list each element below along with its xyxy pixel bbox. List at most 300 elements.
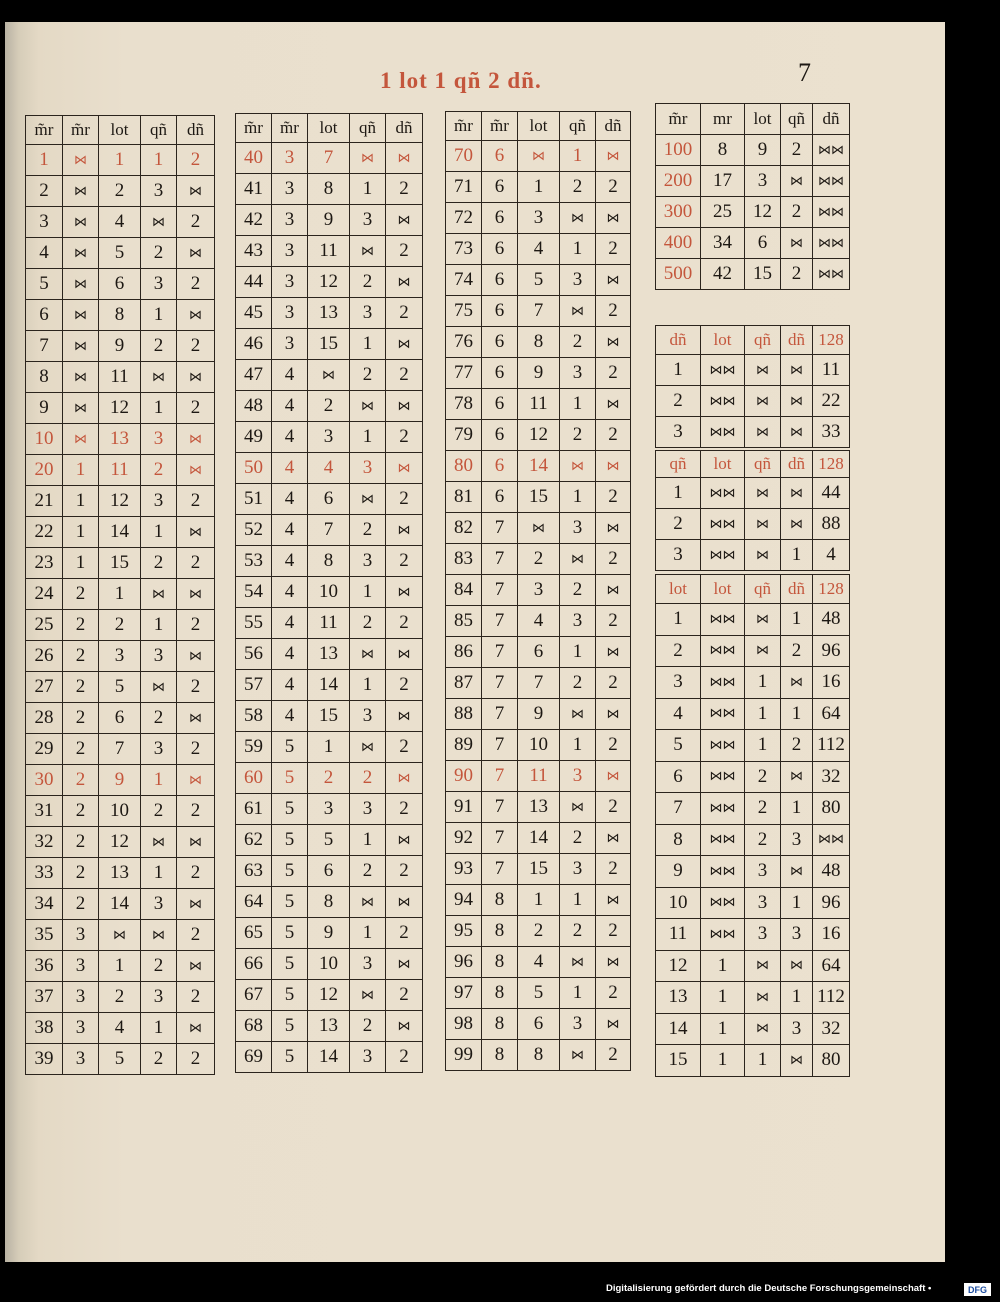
table-cell: 2	[62, 765, 98, 795]
fraction-conversion-table	[655, 325, 850, 448]
table-cell: 2	[176, 610, 215, 640]
table-cell: ⋈	[559, 1040, 595, 1070]
table-cell: 11	[517, 389, 559, 419]
table-cell: ⋈	[780, 417, 812, 447]
table-cell: 15	[655, 1045, 700, 1076]
table-cell: ⋈	[744, 417, 780, 447]
table-row	[235, 980, 423, 1011]
table-cell: 6	[481, 389, 517, 419]
table-cell: ⋈	[176, 424, 215, 454]
table-cell: 2	[744, 793, 780, 824]
table-cell: 34	[700, 228, 744, 258]
table-cell: 71	[445, 172, 481, 202]
table-cell: 8	[700, 135, 744, 165]
table-cell: 15	[517, 482, 559, 512]
table-cell: 91	[445, 792, 481, 822]
table-row	[235, 577, 423, 608]
table-cell: 5	[271, 856, 307, 886]
table-cell: 47	[235, 360, 271, 390]
table-cell: ⋈	[780, 166, 812, 196]
table-row	[235, 949, 423, 980]
table-cell: 44	[812, 478, 850, 508]
table-cell: ⋈	[780, 355, 812, 385]
table-cell: 3	[271, 236, 307, 266]
table-cell: 1	[62, 548, 98, 578]
table-cell: 9	[517, 358, 559, 388]
table-row	[25, 207, 215, 238]
table-cell: 2	[780, 135, 812, 165]
table-cell: 4	[271, 701, 307, 731]
table-cell: ⋈	[595, 885, 631, 915]
table-cell: 12	[517, 420, 559, 450]
table-cell: 1	[559, 141, 595, 171]
table-row	[655, 825, 850, 857]
table-cell: ⋈⋈	[812, 135, 850, 165]
table-row	[235, 763, 423, 794]
table-cell: 4	[271, 546, 307, 576]
table-cell: 14	[517, 451, 559, 481]
table-cell: 2	[176, 548, 215, 578]
table-cell: 1	[700, 951, 744, 982]
table-row	[445, 234, 631, 265]
table-cell: ⋈	[176, 238, 215, 268]
table-cell: 6	[481, 327, 517, 357]
table-cell: 4	[271, 608, 307, 638]
table-cell: ⋈	[744, 478, 780, 508]
table-cell: 32	[812, 1014, 850, 1045]
column-header: lot	[307, 114, 349, 142]
column-header: m̃r	[445, 112, 481, 140]
table-cell: 5	[25, 269, 62, 299]
table-cell: ⋈	[385, 1011, 423, 1041]
table-cell: 2	[349, 267, 385, 297]
table-cell: 4	[517, 606, 559, 636]
table-cell: 2	[349, 1011, 385, 1041]
column-header: qñ	[559, 112, 595, 140]
table-cell: 6	[98, 269, 140, 299]
table-cell: 3	[349, 298, 385, 328]
table-row	[445, 265, 631, 296]
table-cell: 8	[25, 362, 62, 392]
table-cell: 2	[559, 916, 595, 946]
table-row	[25, 424, 215, 455]
table-cell: 4	[812, 540, 850, 570]
table-cell: 3	[62, 920, 98, 950]
table-cell: 5	[271, 794, 307, 824]
table-cell: 7	[25, 331, 62, 361]
table-cell: ⋈	[62, 176, 98, 206]
table-cell: 2	[307, 391, 349, 421]
table-cell: ⋈	[62, 300, 98, 330]
table-cell: 2	[176, 1044, 215, 1074]
table-cell: 6	[517, 1009, 559, 1039]
table-cell: 2	[385, 546, 423, 576]
table-cell: 3	[25, 207, 62, 237]
table-cell: ⋈	[62, 424, 98, 454]
table-cell: 1	[349, 329, 385, 359]
table-cell: ⋈	[744, 604, 780, 635]
table-cell: 48	[812, 604, 850, 635]
table-cell: 96	[812, 888, 850, 919]
table-cell: 2	[595, 854, 631, 884]
table-row	[25, 579, 215, 610]
table-cell: ⋈	[385, 763, 423, 793]
table-cell: 11	[98, 455, 140, 485]
table-cell: 2	[595, 978, 631, 1008]
table-cell: 1	[140, 858, 176, 888]
table-cell: 8	[655, 825, 700, 856]
table-row	[235, 794, 423, 825]
table-cell: ⋈	[349, 980, 385, 1010]
table-cell: ⋈	[62, 238, 98, 268]
table-row	[25, 610, 215, 641]
table-cell: 7	[307, 143, 349, 173]
table-cell: 2	[780, 636, 812, 667]
table-cell: 2	[176, 982, 215, 1012]
column-header: qñ	[655, 451, 700, 477]
table-cell: ⋈	[385, 887, 423, 917]
table-cell: 56	[235, 639, 271, 669]
table-cell: 8	[481, 916, 517, 946]
table-cell: ⋈	[595, 575, 631, 605]
table-cell: 2	[595, 358, 631, 388]
table-cell: 4	[271, 670, 307, 700]
table-cell: 5	[271, 887, 307, 917]
table-cell: 2	[595, 482, 631, 512]
table-cell: 14	[655, 1014, 700, 1045]
table-row	[25, 145, 215, 176]
table-cell: 2	[176, 858, 215, 888]
table-row	[235, 267, 423, 298]
table-cell: 4	[307, 453, 349, 483]
table-row	[655, 793, 850, 825]
table-cell: ⋈⋈	[700, 355, 744, 385]
table-cell: 1	[780, 699, 812, 730]
table-row	[445, 854, 631, 885]
table-cell: 1	[780, 604, 812, 635]
table-cell: 45	[235, 298, 271, 328]
table-cell: 3	[780, 825, 812, 856]
table-row	[25, 548, 215, 579]
table-cell: 11	[517, 761, 559, 791]
table-cell: ⋈	[349, 143, 385, 173]
table-cell: 30	[25, 765, 62, 795]
table-cell: 3	[559, 358, 595, 388]
table-cell: 6	[25, 300, 62, 330]
table-cell: 3	[62, 1044, 98, 1074]
table-cell: 27	[25, 672, 62, 702]
table-row	[655, 509, 850, 540]
table-cell: 1	[655, 478, 700, 508]
table-cell: 2	[176, 269, 215, 299]
table-cell: 3	[140, 486, 176, 516]
table-row	[235, 887, 423, 918]
table-cell: 14	[517, 823, 559, 853]
table-row	[445, 916, 631, 947]
table-cell: 7	[517, 296, 559, 326]
table-cell: 3	[271, 267, 307, 297]
table-row	[655, 166, 850, 197]
table-cell: 7	[481, 668, 517, 698]
table-cell: ⋈	[385, 577, 423, 607]
table-cell: 3	[140, 269, 176, 299]
column-header: dñ	[780, 326, 812, 354]
table-cell: 200	[655, 166, 700, 196]
column-header: lot	[700, 451, 744, 477]
table-row	[235, 360, 423, 391]
table-cell: 8	[517, 327, 559, 357]
table-cell: ⋈⋈	[700, 417, 744, 447]
table-cell: 85	[445, 606, 481, 636]
table-cell: 73	[445, 234, 481, 264]
table-cell: ⋈	[176, 517, 215, 547]
table-cell: 7	[481, 606, 517, 636]
table-cell: 13	[307, 639, 349, 669]
table-cell: 3	[780, 919, 812, 950]
table-cell: ⋈	[62, 331, 98, 361]
table-cell: 12	[307, 267, 349, 297]
table-cell: ⋈	[385, 143, 423, 173]
table-cell: ⋈	[595, 451, 631, 481]
table-cell: 3	[140, 176, 176, 206]
table-cell: 8	[481, 1009, 517, 1039]
table-cell: 95	[445, 916, 481, 946]
table-cell: ⋈	[559, 296, 595, 326]
table-cell: 3	[349, 1042, 385, 1072]
table-cell: 3	[62, 951, 98, 981]
table-row	[655, 604, 850, 636]
table-cell: 3	[271, 205, 307, 235]
table-row	[445, 947, 631, 978]
table-cell: ⋈⋈	[812, 228, 850, 258]
table-cell: 2	[517, 544, 559, 574]
table-row	[655, 259, 850, 290]
table-cell: 2	[385, 422, 423, 452]
table-row	[655, 197, 850, 228]
table-cell: 15	[744, 259, 780, 289]
table-cell: ⋈	[744, 386, 780, 416]
table-cell: 75	[445, 296, 481, 326]
table-cell: ⋈	[349, 639, 385, 669]
table-cell: ⋈	[385, 267, 423, 297]
table-cell: 2	[744, 762, 780, 793]
table-cell: ⋈	[559, 451, 595, 481]
table-cell: 36	[25, 951, 62, 981]
table-cell: 55	[235, 608, 271, 638]
table-cell: 1	[517, 172, 559, 202]
table-cell: 10	[307, 949, 349, 979]
table-cell: 4	[25, 238, 62, 268]
table-cell: 3	[559, 265, 595, 295]
table-cell: 13	[98, 424, 140, 454]
table-cell: 2	[349, 515, 385, 545]
page-number: 7	[798, 58, 811, 87]
table-row	[445, 792, 631, 823]
table-cell: 3	[780, 1014, 812, 1045]
table-cell: 77	[445, 358, 481, 388]
table-cell: 81	[445, 482, 481, 512]
table-cell: 1	[700, 1045, 744, 1076]
table-row	[655, 417, 850, 448]
table-row	[25, 765, 215, 796]
table-cell: 83	[445, 544, 481, 574]
table-row	[235, 422, 423, 453]
table-row	[445, 451, 631, 482]
table-cell: 48	[812, 856, 850, 887]
table-cell: 12	[307, 980, 349, 1010]
table-cell: ⋈⋈	[700, 667, 744, 698]
table-cell: 1	[140, 145, 176, 175]
table-row	[655, 478, 850, 509]
table-cell: ⋈	[176, 889, 215, 919]
table-cell: 2	[349, 360, 385, 390]
table-cell: 1	[307, 732, 349, 762]
table-cell: 2	[780, 259, 812, 289]
table-cell: 6	[481, 358, 517, 388]
table-cell: 2	[140, 331, 176, 361]
table-cell: 13	[655, 982, 700, 1013]
table-cell: ⋈	[559, 699, 595, 729]
table-cell: 2	[140, 951, 176, 981]
table-cell: 2	[62, 734, 98, 764]
table-row	[445, 327, 631, 358]
table-cell: 6	[481, 172, 517, 202]
table-cell: 7	[481, 699, 517, 729]
table-cell: 1	[517, 885, 559, 915]
table-cell: 7	[481, 575, 517, 605]
table-cell: ⋈	[385, 453, 423, 483]
table-cell: ⋈	[176, 641, 215, 671]
table-row	[445, 575, 631, 606]
table-cell: ⋈	[595, 389, 631, 419]
table-cell: 2	[98, 982, 140, 1012]
table-cell: ⋈	[176, 951, 215, 981]
table-cell: 2	[595, 296, 631, 326]
table-cell: 5	[271, 1042, 307, 1072]
table-cell: 98	[445, 1009, 481, 1039]
table-cell: 1	[140, 610, 176, 640]
table-cell: ⋈⋈	[700, 699, 744, 730]
table-cell: 99	[445, 1040, 481, 1070]
table-cell: 2	[385, 918, 423, 948]
marks-conversion-table	[25, 115, 215, 1075]
table-cell: 1	[62, 517, 98, 547]
column-header: 128	[812, 451, 850, 477]
table-row	[235, 1011, 423, 1042]
table-row	[445, 544, 631, 575]
table-cell: 2	[176, 145, 215, 175]
table-cell: 87	[445, 668, 481, 698]
table-cell: ⋈⋈	[700, 888, 744, 919]
table-header-row	[655, 103, 850, 135]
table-cell: 7	[655, 793, 700, 824]
table-cell: ⋈	[744, 982, 780, 1013]
table-cell: 64	[812, 951, 850, 982]
table-header-row	[655, 574, 850, 604]
table-cell: 6	[481, 296, 517, 326]
table-cell: 3	[349, 701, 385, 731]
table-cell: 3	[559, 606, 595, 636]
table-cell: ⋈	[780, 762, 812, 793]
table-cell: 9	[744, 135, 780, 165]
table-cell: ⋈	[176, 362, 215, 392]
table-cell: ⋈	[62, 207, 98, 237]
table-cell: 80	[812, 1045, 850, 1076]
table-cell: ⋈	[744, 355, 780, 385]
table-row	[655, 919, 850, 951]
table-cell: 2	[25, 176, 62, 206]
table-cell: 28	[25, 703, 62, 733]
table-cell: 9	[98, 765, 140, 795]
table-cell: 21	[25, 486, 62, 516]
table-cell: 10	[517, 730, 559, 760]
table-row	[235, 391, 423, 422]
table-row	[445, 513, 631, 544]
table-cell: 2	[176, 796, 215, 826]
table-cell: 5	[271, 763, 307, 793]
table-row	[445, 885, 631, 916]
table-cell: 1	[655, 355, 700, 385]
table-cell: 2	[595, 1040, 631, 1070]
table-cell: 2	[140, 796, 176, 826]
table-cell: 1	[744, 730, 780, 761]
table-cell: 1	[140, 393, 176, 423]
table-cell: ⋈	[140, 207, 176, 237]
table-cell: 9	[517, 699, 559, 729]
table-cell: 14	[307, 1042, 349, 1072]
table-row	[655, 636, 850, 668]
table-row	[445, 1009, 631, 1040]
table-cell: 16	[812, 919, 850, 950]
table-cell: 2	[595, 730, 631, 760]
table-cell: 12	[655, 951, 700, 982]
table-cell: 32	[25, 827, 62, 857]
table-cell: 2	[176, 486, 215, 516]
table-cell: 79	[445, 420, 481, 450]
table-cell: ⋈	[176, 300, 215, 330]
column-header: qñ	[744, 326, 780, 354]
table-cell: 2	[140, 455, 176, 485]
table-cell: 5	[517, 978, 559, 1008]
table-cell: 15	[98, 548, 140, 578]
table-cell: 42	[700, 259, 744, 289]
table-cell: ⋈	[385, 701, 423, 731]
table-cell: 1	[25, 145, 62, 175]
dfg-logo: DFG	[964, 1283, 991, 1296]
table-cell: 6	[517, 637, 559, 667]
table-cell: 3	[349, 949, 385, 979]
table-cell: 52	[235, 515, 271, 545]
table-cell: 6	[655, 762, 700, 793]
table-row	[25, 238, 215, 269]
table-cell: 1	[559, 234, 595, 264]
table-cell: 15	[307, 329, 349, 359]
table-row	[25, 858, 215, 889]
table-cell: 61	[235, 794, 271, 824]
table-cell: 12	[98, 393, 140, 423]
table-cell: 1	[98, 951, 140, 981]
table-cell: ⋈⋈	[700, 636, 744, 667]
table-cell: ⋈	[176, 703, 215, 733]
table-cell: ⋈	[744, 1014, 780, 1045]
table-cell: 2	[385, 732, 423, 762]
table-cell: ⋈	[559, 947, 595, 977]
table-cell: 9	[98, 331, 140, 361]
table-cell: 25	[700, 197, 744, 227]
column-header: m̃r	[235, 114, 271, 142]
table-row	[235, 298, 423, 329]
table-cell: ⋈	[62, 145, 98, 175]
